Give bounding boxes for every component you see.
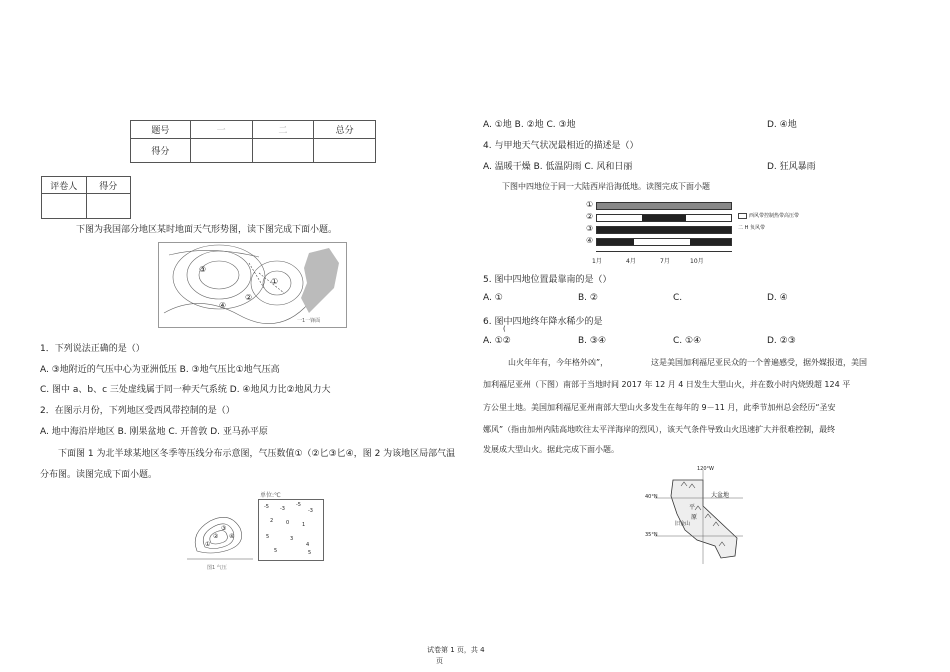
- question-4-option-d: D. 狂风暴雨: [767, 162, 816, 172]
- temp-value: 5: [274, 548, 278, 554]
- isobar-marker-1: ①: [205, 541, 211, 548]
- map-label-plain: 平: [689, 504, 696, 511]
- legend-label: 二 H 负风带: [738, 225, 765, 231]
- question-2-options: A. 地中海沿岸地区 B. 刚果盆地 C. 开普敦 D. 亚马孙平原: [40, 427, 268, 437]
- question-5-option-b: B. ②: [578, 293, 598, 303]
- question-1-options-ab: A. ③地附近的气压中心为亚洲低压 B. ③地气压比①地气压高: [40, 365, 280, 375]
- question-6-paren: (: [503, 325, 506, 333]
- temp-value: 5: [308, 550, 312, 556]
- intro-climate-chart: 下图中四地位于同一大陆西岸沿海低地。读图完成下面小题: [502, 182, 710, 191]
- isobar-figure-caption: 图1 气压: [207, 565, 227, 571]
- grader-score-label: 得分: [86, 177, 131, 194]
- temp-value: 0: [286, 520, 290, 526]
- grader-cell: [42, 194, 87, 219]
- score-header-label: 题号: [131, 121, 191, 139]
- map-longitude-label: 120°W: [697, 466, 714, 472]
- score-header-section1: 一: [190, 121, 252, 139]
- chart-legend-item-2: [738, 224, 765, 231]
- question-1: 1．下列说法正确的是（）: [40, 344, 145, 354]
- weather-map-isobars: [159, 243, 346, 327]
- score-header-total: 总分: [314, 121, 376, 139]
- question-5: 5. 图中四地位置最靠南的是（）: [483, 275, 612, 285]
- page-footer-cont: 页: [436, 657, 443, 665]
- legend-label: 西风带控制热带高压带: [749, 213, 800, 219]
- passage-line5: 发展成大型山火。据此完成下面小题。: [483, 445, 619, 454]
- question-6-option-b: B. ③④: [578, 336, 607, 346]
- grader-cell: [86, 194, 131, 219]
- map-label-plain: 原: [691, 514, 698, 521]
- temp-value: -3: [280, 506, 285, 512]
- question-4: 4. 与甲地天气状况最相近的描述是（）: [483, 141, 639, 151]
- climate-chart: [586, 198, 818, 270]
- location-marker-3: ③: [199, 265, 207, 274]
- map-label-city: 旧金山: [675, 521, 691, 527]
- intro-isobar-line2: 分布图。读图完成下面小题。: [40, 470, 158, 480]
- passage-line1-b: 这是美国加利福尼亚民众的一个普遍感受，据外媒报道，美国: [651, 358, 867, 367]
- isobar-marker-2: ②: [213, 533, 219, 540]
- chart-month-label: 10月: [690, 258, 704, 265]
- chart-month-label: 4月: [626, 258, 636, 265]
- question-6-option-a: A. ①②: [483, 336, 511, 346]
- question-5-option-a: A. ①: [483, 293, 503, 303]
- isobar-figure: [185, 503, 255, 571]
- score-cell: [314, 139, 376, 163]
- chart-month-label: 1月: [592, 258, 602, 265]
- chart-row-label: ④: [586, 236, 594, 245]
- isobar-marker-4: ④: [229, 533, 235, 540]
- question-3-options-abc: A. ①地 B. ②地 C. ③地: [483, 120, 576, 130]
- question-5-option-c: C.: [673, 293, 683, 303]
- weather-map-legend: 一1一锋面: [297, 318, 321, 324]
- chart-row-label: ③: [586, 224, 594, 233]
- score-row-label: 得分: [131, 139, 191, 163]
- question-4-options-abc: A. 温暖干燥 B. 低温阴雨 C. 风和日丽: [483, 162, 633, 172]
- chart-axis: [596, 251, 732, 252]
- score-cell: [190, 139, 252, 163]
- location-marker-4: ④: [219, 301, 227, 310]
- temp-value: -3: [308, 508, 313, 514]
- chart-bar: [596, 202, 732, 210]
- score-cell: [252, 139, 314, 163]
- chart-bar-segment: [642, 215, 686, 221]
- question-6-option-c: C. ①④: [673, 336, 702, 346]
- chart-month-label: 7月: [660, 258, 670, 265]
- map-label-plateau: 大盆地: [711, 492, 730, 499]
- passage-line1-a: 山火年年有，今年格外凶”，: [508, 358, 609, 367]
- chart-bar-segment: [634, 239, 690, 245]
- isobar-marker-3: ③: [221, 525, 227, 532]
- passage-line3: 方公里土地。美国加利福尼亚州南部大型山火多发生在每年的 9－11 月，此季节加州总会经历“圣安: [483, 403, 836, 412]
- map-latitude-40: 40°N: [645, 494, 658, 500]
- score-header-section2: 二: [252, 121, 314, 139]
- temp-value: 1: [302, 522, 306, 528]
- intro-weather-map: 下图为我国部分地区某时地面天气形势图，读下图完成下面小题。: [76, 225, 338, 235]
- page-footer: 试卷第 1 页，共 4: [427, 646, 485, 654]
- chart-legend-item-1: [738, 212, 799, 219]
- temp-value: 2: [270, 518, 274, 524]
- question-6: 6. 图中四地终年降水稀少的是: [483, 317, 603, 327]
- passage-line2: 加利福尼亚州（下图）南部于当地时间 2017 年 12 月 4 日发生大型山火，并在数小时内烧毁超 124 平: [483, 380, 851, 389]
- location-marker-2: ②: [245, 293, 253, 302]
- temp-value: -5: [264, 504, 269, 510]
- chart-row-label: ②: [586, 212, 594, 221]
- temp-value: 3: [290, 536, 294, 542]
- map-latitude-35: 35°N: [645, 532, 658, 538]
- temp-value: -5: [296, 502, 301, 508]
- grader-label: 评卷人: [42, 177, 87, 194]
- score-table: [130, 120, 376, 163]
- weather-map-figure: [158, 242, 347, 328]
- question-6-option-d: D. ②③: [767, 336, 796, 346]
- temp-value: 5: [266, 534, 270, 540]
- passage-line4: 娜风”（指由加州内陆高地吹往太平洋海岸的烈风），该天气条件导致山火迅速扩大并很难控制，最终: [483, 425, 836, 434]
- question-1-options-cd: C. 图中 a、b、c 三处虚线属于同一种天气系统 D. ④地风力比②地风力大: [40, 385, 331, 395]
- california-map: [645, 466, 745, 566]
- location-marker-1: ①: [271, 277, 279, 286]
- temperature-unit: 单位:℃: [260, 492, 281, 499]
- intro-isobar-line1: 下面图 1 为北半球某地区冬季等压线分布示意图，气压数值①（②匕③匕④，图 2 为该地区局部气温: [58, 449, 456, 459]
- chart-row-label: ①: [586, 200, 594, 209]
- question-3-option-d: D. ④地: [767, 120, 797, 130]
- question-2: 2．在图示月份，下列地区受西风带控制的是（）: [40, 406, 235, 416]
- question-5-option-d: D. ④: [767, 293, 788, 303]
- temp-value: 4: [306, 542, 310, 548]
- grader-table: [41, 176, 131, 219]
- legend-swatch-light: [738, 213, 747, 219]
- temperature-figure: [256, 490, 326, 562]
- isobar-contours: [185, 503, 255, 563]
- chart-bar: [596, 226, 732, 234]
